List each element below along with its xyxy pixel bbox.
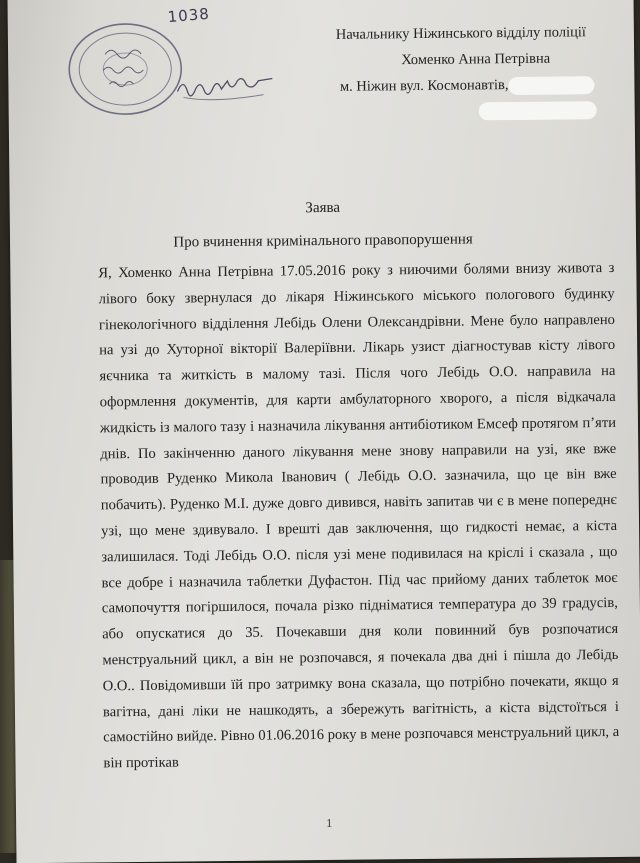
document-title: Заява bbox=[305, 199, 341, 217]
police-stamp bbox=[65, 19, 186, 118]
addressee-block bbox=[336, 19, 595, 100]
document-page bbox=[7, 0, 640, 863]
page-number: 1 bbox=[326, 815, 333, 831]
handwritten-registration-number: 1038 bbox=[167, 4, 211, 27]
statement-paragraph: Я, Хоменко Анна Петрівна 17.05.2016 року з ниючими болями внизу живота з лівого боку звернулася до лікаря Ніжинського міського пологового будинку гінекологічного відділення Лебідь Олени Олександрівни. Мене було направлено на узі до Хуторної вікторії Валеріївни. Лікарь узист діагностував кісту лівого яєчника та житкість в малому тазі. Після чого Лебідь О.О. направила на оформлення документів, для карти амбулаторного хворого, а після відкачала жидкість із малого тазу і назначила лікування антибіотиком Емсеф протягом п’яти днів. По закінченню даного лікування мене знову направили на узі, яке вже проводив Руденко Микола Іванович ( Лебідь О.О. зазначила, що це він вже побачить). Руденко М.І. дуже довго дивився, навіть запитав чи є в мене попереднє узі, що мене здивувало. І врешті дав заключення, що гидкості немає, а кіста залишилася. Тоді Лебідь О.О. після узі мене подивилася на кріслі і сказала , що все добре і назначила таблетки Дуфастон. Під час прийому даних таблеток моє самопочуття погіршилося, почала різко підніматися температура до 39 градусів, або опускатися до 35. Почекавши дня коли повинний був розпочатися менструальний цикл, а він не розпочався, я почекала два дні і пішла до Лебідь О.О.. Повідомивши їй про затримку вона сказала, що потрібно почекати, якщо я вагітна, дані ліки не нашкодять, а збережуть вагітність, а кіста відстоїться і самостійно вийде. Рівно 01.06.2016 року в мене розпочався менструальний цикл, а він протікав bbox=[98, 259, 620, 772]
addressee-line-1: Начальнику Ніжинського відділу поліції bbox=[335, 24, 586, 43]
addressee-line-2: Хоменко Анна Петрівна bbox=[401, 50, 551, 69]
handwritten-signature bbox=[173, 66, 283, 107]
addressee-line-3 bbox=[336, 71, 594, 100]
redaction-mark bbox=[479, 101, 597, 120]
redaction-mark bbox=[508, 76, 594, 95]
document-subtitle: Про вчинення кримінального правопорушення bbox=[173, 231, 473, 251]
addressee-address: м. Ніжин вул. Космонавтів, bbox=[339, 77, 509, 95]
statement-body bbox=[98, 256, 619, 777]
